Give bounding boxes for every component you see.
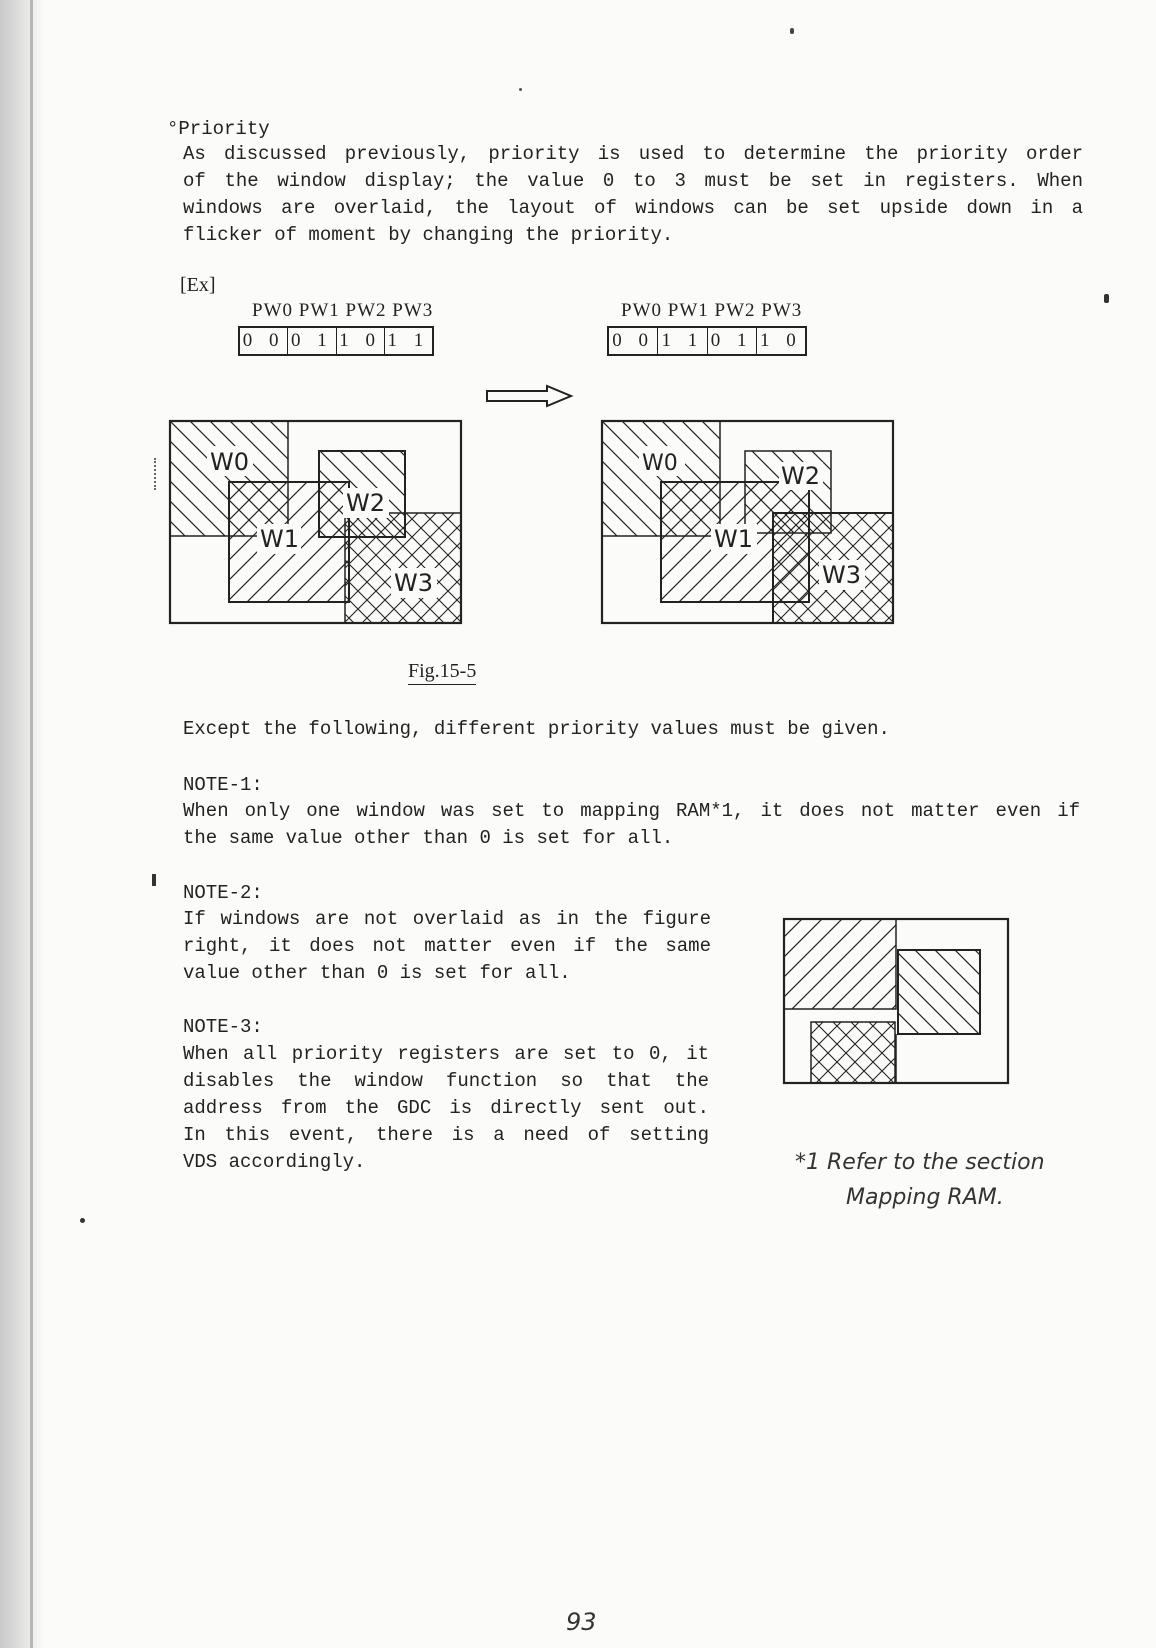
register-cell: 0 0 xyxy=(609,328,658,354)
section-heading: °Priority xyxy=(167,118,270,140)
register-cell: 1 1 xyxy=(658,328,707,354)
register-cell: 1 0 xyxy=(760,330,802,351)
intro-line-last: flicker of moment by changing the priority. xyxy=(183,224,674,246)
window-label: W1 xyxy=(714,525,753,553)
note2-line-last: value other than 0 is set for all. xyxy=(183,962,571,984)
scan-speck xyxy=(80,1218,85,1223)
handwritten-footnote-line1: *1 Refer to the section xyxy=(795,1150,1045,1175)
note3-line: When all priority registers are set to 0, it xyxy=(183,1043,709,1065)
scan-edge-line xyxy=(30,0,33,1648)
scan-speck xyxy=(154,458,158,490)
transition-arrow-icon xyxy=(485,384,575,408)
note3-paragraph xyxy=(183,1041,709,1149)
register-cell: 0 0 xyxy=(240,328,288,354)
example-label: [Ex] xyxy=(180,274,216,296)
intro-paragraph xyxy=(183,141,1083,222)
scan-speck xyxy=(1104,294,1109,303)
window-label: W2 xyxy=(346,489,385,517)
window-label: W3 xyxy=(394,569,433,597)
register-cell: 0 1 xyxy=(708,328,757,354)
page-number: 93 xyxy=(566,1608,597,1636)
register-cell: 0 1 xyxy=(288,328,336,354)
priority-figure-before xyxy=(169,420,464,630)
note3-line: disables the window function so that the xyxy=(183,1070,709,1092)
register-cell: 1 1 xyxy=(387,330,430,351)
register-box-after xyxy=(607,326,807,356)
window-label: W1 xyxy=(260,525,299,553)
intro-line: windows are overlaid, the layout of windows can be set upside down in a xyxy=(183,197,1083,219)
window-label: W0 xyxy=(642,451,678,476)
except-line: Except the following, different priority values must be given. xyxy=(183,718,890,740)
register-box-before xyxy=(238,326,434,356)
note3-line-last: VDS accordingly. xyxy=(183,1151,366,1173)
register-header-before: PW0 PW1 PW2 PW3 xyxy=(252,300,434,321)
note2-paragraph xyxy=(183,906,711,960)
scan-speck xyxy=(519,88,522,91)
note2-line: If windows are not overlaid as in the figure xyxy=(183,908,711,930)
non-overlap-figure xyxy=(783,918,1013,1088)
register-cell: 1 0 xyxy=(337,328,385,354)
scan-speck xyxy=(152,874,156,886)
note3-line: address from the GDC is directly sent out. xyxy=(183,1097,709,1119)
priority-figure-after xyxy=(601,420,896,630)
handwritten-footnote-line2: Mapping RAM. xyxy=(846,1185,1004,1210)
intro-line: of the window display; the value 0 to 3 must be set in registers. When xyxy=(183,170,1083,192)
note3-title: NOTE-3: xyxy=(183,1016,263,1038)
note1-line: When only one window was set to mapping RAM*1, it does not matter even if xyxy=(183,800,1080,822)
note1-title: NOTE-1: xyxy=(183,774,263,796)
register-header-after: PW0 PW1 PW2 PW3 xyxy=(621,300,803,321)
intro-line: As discussed previously, priority is used to determine the priority order xyxy=(183,143,1083,165)
window-label: W0 xyxy=(210,448,249,476)
note2-line: right, it does not matter even if the same xyxy=(183,935,711,957)
scan-edge-shadow xyxy=(0,0,44,1648)
note3-line: In this event, there is a need of setting xyxy=(183,1124,709,1146)
note1-paragraph xyxy=(183,798,1080,825)
window-label: W3 xyxy=(822,561,861,589)
window-label: W2 xyxy=(781,462,820,490)
figure-caption: Fig.15-5 xyxy=(408,660,476,685)
note2-title: NOTE-2: xyxy=(183,882,263,904)
note1-line-last: the same value other than 0 is set for all. xyxy=(183,827,674,849)
scan-speck xyxy=(790,28,794,34)
